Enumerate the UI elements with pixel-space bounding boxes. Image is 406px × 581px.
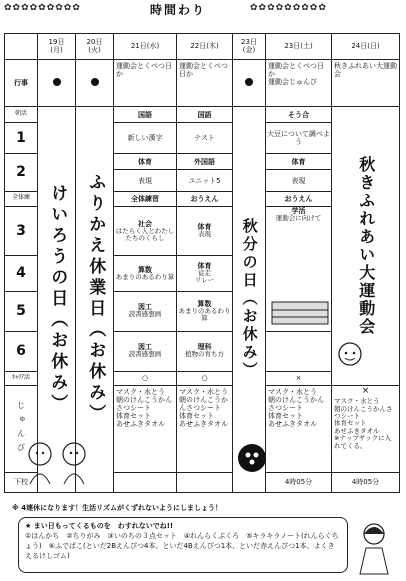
cheering-child-icon xyxy=(330,336,370,376)
wed-mark: ○ xyxy=(114,371,177,385)
reminder-box xyxy=(18,517,348,573)
thu-p4: 体育 徒走 リレー xyxy=(177,256,233,291)
day-header: 24日(日) xyxy=(332,34,400,60)
wed-p2-subject: 体育 xyxy=(114,153,177,169)
wed-p1-detail: 新しい漢字 xyxy=(114,123,177,154)
timetable xyxy=(4,33,400,493)
day-header: 20日 (火) xyxy=(76,34,114,60)
bullet-fri xyxy=(233,59,266,106)
row-label-zenkai: 全体練 xyxy=(5,191,38,206)
wed-p1-subject: 国語 xyxy=(114,106,177,122)
day-header: 22日(木) xyxy=(177,34,233,60)
sun-junbi-cell xyxy=(332,385,400,472)
gyouji-wed: 運動会とくべつ日か xyxy=(114,59,177,106)
sat-mark: × xyxy=(266,371,332,385)
thu-p5: 算数 あまりのあるわり算 xyxy=(177,291,233,331)
row-label-p6: 6 xyxy=(5,331,38,371)
page-title: 時間わり xyxy=(150,3,207,17)
reminder-items: ①はんかち ②ちりがみ ③いのちの３点セット ④れんらくぶくろ ⑤キラキラノート(れんらくちょう) ⑥ふでばこ(といだ2Bえんぴつ4本、といだ4Bえんぴつ1本、といだ赤えんぴつ1本、よくきえるけしゴム) xyxy=(25,532,339,561)
thu-p2-subject: 外国語 xyxy=(177,153,233,169)
holiday-fri: 秋分の日（お休み） xyxy=(233,106,266,492)
holiday-tue: ふりかえ休業日（お休み） xyxy=(76,106,114,492)
row-label-gyouji: 行事 xyxy=(5,59,38,106)
wed-p5: 図工 読書感想画 xyxy=(114,291,177,331)
row-label-p2: 2 xyxy=(5,153,38,191)
teacher-illustration xyxy=(352,520,396,576)
sports-day-cell: 秋きふれあい大運動会 xyxy=(332,106,400,385)
corner-cell xyxy=(5,34,38,60)
wed-p3: 社会 はたらく人とわたしたちのくらし xyxy=(114,206,177,255)
day-header: 21日(水) xyxy=(114,34,177,60)
sat-p6-empty xyxy=(266,331,332,371)
day-header: 23日 (金) xyxy=(233,34,266,60)
gyouji-sun: 秋きふれあい大運動会 xyxy=(332,59,400,106)
row-label-junbi: じゅんび xyxy=(5,385,38,472)
wed-zen: 全体練習 xyxy=(114,191,177,206)
wed-p4: 算数 あまりのあるわり算 xyxy=(114,256,177,291)
row-label-p1: 1 xyxy=(5,123,38,154)
sat-junbi: マスク・水とう 朝のけんこうかんさつシート 体育セット あせふきタオル xyxy=(266,385,332,472)
wed-p2-detail: 表現 xyxy=(114,170,177,191)
bleachers-illustration xyxy=(270,296,330,328)
row-label-katsu: ｷｬﾘｱ活 xyxy=(5,371,38,385)
row-label-p3: 3 xyxy=(5,206,38,255)
thu-junbi: マスク・水とう 朝のけんこうかんさつシート 体育セット あせふきタオル xyxy=(177,385,233,472)
sat-zen: おうえん xyxy=(266,191,332,206)
thu-p2-detail: ユニット5 xyxy=(177,170,233,191)
ball-illustration xyxy=(236,442,268,474)
bullet-tue xyxy=(76,59,114,106)
gyouji-sat: 運動会とくべつ日か 運動会じゅんび xyxy=(266,59,332,106)
mon-gekou xyxy=(114,472,177,492)
reminder-heading: ★ まい日もってくるものを わすれないでね!! xyxy=(25,522,174,530)
sun-mark: × xyxy=(361,385,370,396)
day-header: 23日(土) xyxy=(266,34,332,60)
bullet-mon xyxy=(38,59,76,106)
header xyxy=(0,0,406,18)
row-label-p5: 5 xyxy=(5,291,38,331)
row-label-asa: 朝活 xyxy=(5,106,38,122)
sat-p3: 学活 運動会に向けて xyxy=(266,206,332,331)
sun-junbi: マスク・水とう 朝のけんこうかんさつシート 体育セット あせふきタオル ※ナップサックに入れてくる。 xyxy=(334,397,393,450)
holiday-note: ※ 4連休になります！生活リズムがくずれないようにしましょう！ xyxy=(12,504,222,512)
thu-mark: ○ xyxy=(177,371,233,385)
thu-p3: 体育 表現 xyxy=(177,206,233,255)
children-illustration xyxy=(22,436,106,486)
sat-p1-subject: そう合 xyxy=(266,106,332,122)
tue-gekou xyxy=(177,472,233,492)
day-header-row xyxy=(5,34,400,60)
wed-p6: 図工 読書感想画 xyxy=(114,331,177,371)
thu-gekou: 4時05分 xyxy=(332,472,400,492)
sat-p1-detail: 大豆について調べよう xyxy=(266,123,332,154)
row-label-gekou: 下校 xyxy=(5,472,38,492)
wed-junbi: マスク・水とう 朝のけんこうかんさつシート 体育セット あせふきタオル xyxy=(114,385,177,472)
header-stars-right: ✿✿✿✿✿✿✿✿✿ xyxy=(250,3,327,13)
sat-p2-detail: 表現 xyxy=(266,170,332,191)
holiday-mon: けいろうの日（お休み） xyxy=(38,106,76,492)
thu-zen: おうえん xyxy=(177,191,233,206)
thu-p1-subject: 国語 xyxy=(177,106,233,122)
sat-p2-subject: 体育 xyxy=(266,153,332,169)
wed-gekou: 4時05分 xyxy=(266,472,332,492)
thu-p1-detail: テスト xyxy=(177,123,233,154)
gyouji-thu: 運動会とくべつ日か xyxy=(177,59,233,106)
header-stars-left: ✿✿✿✿✿✿✿✿✿ xyxy=(4,3,81,13)
thu-p6: 理科 植物の育ち方 xyxy=(177,331,233,371)
row-label-p4: 4 xyxy=(5,256,38,291)
day-header: 19日 (月) xyxy=(38,34,76,60)
